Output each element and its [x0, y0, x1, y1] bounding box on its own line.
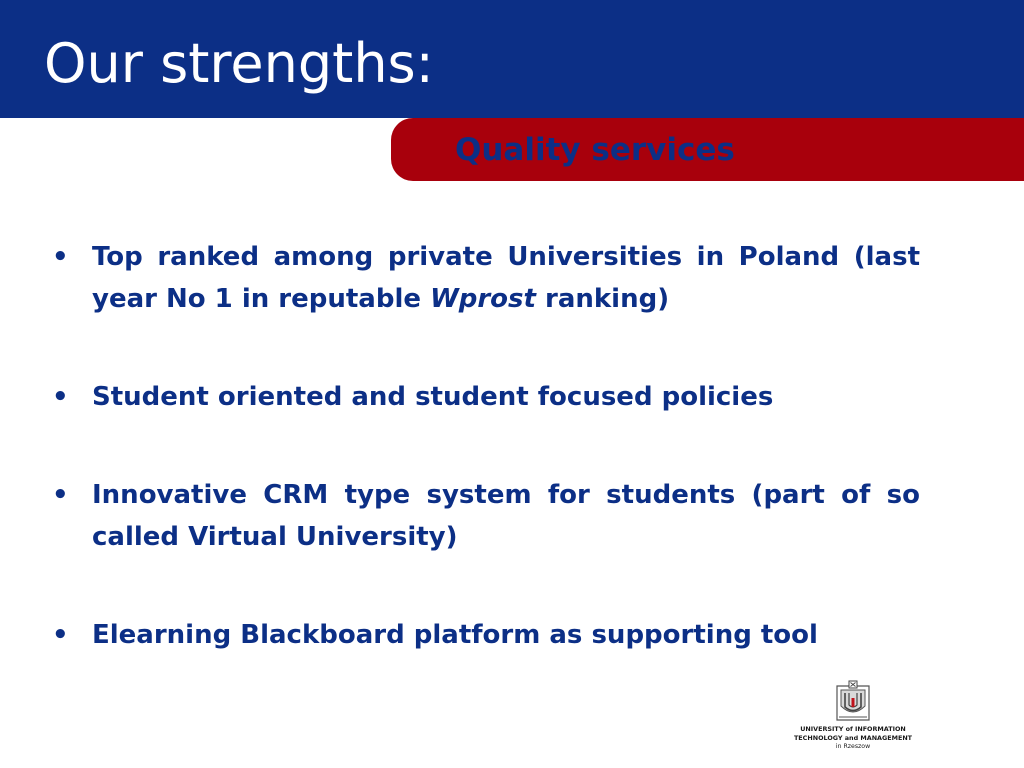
- bullet-item: [52, 614, 920, 656]
- bullet-text-emphasis: Wprost: [430, 284, 536, 314]
- bullet-marker: •: [52, 382, 69, 412]
- bullet-item: [52, 474, 920, 558]
- header-bar: [0, 0, 1024, 118]
- bullet-text-part: ranking): [535, 284, 670, 314]
- university-logo: [788, 678, 918, 758]
- bullet-text: [92, 242, 920, 314]
- bullet-item: [52, 236, 920, 320]
- bullet-text: Innovative CRM type system for students (part of so called Virtual University): [92, 480, 920, 552]
- bullet-text: Elearning Blackboard platform as supporting tool: [92, 620, 818, 650]
- slide-title: Our strengths:: [44, 32, 434, 95]
- bullet-text: Student oriented and student focused policies: [92, 382, 774, 412]
- bullet-marker: •: [52, 242, 69, 272]
- bullet-item: [52, 376, 920, 418]
- logo-text-line: in Rzeszow: [835, 743, 871, 750]
- subtitle-tab: [391, 118, 1024, 181]
- logo-text-line: UNIVERSITY of INFORMATION: [800, 725, 906, 733]
- logo-text-line: TECHNOLOGY and MANAGEMENT: [793, 734, 913, 742]
- bullet-list: [52, 236, 920, 656]
- bullet-marker: •: [52, 620, 69, 650]
- bullet-text-part: Top ranked among private Universities in Poland (last year No 1 in reputable: [92, 242, 920, 314]
- university-crest-icon: [835, 680, 871, 722]
- bullet-marker: •: [52, 480, 69, 510]
- slide-subtitle: Quality services: [455, 132, 735, 168]
